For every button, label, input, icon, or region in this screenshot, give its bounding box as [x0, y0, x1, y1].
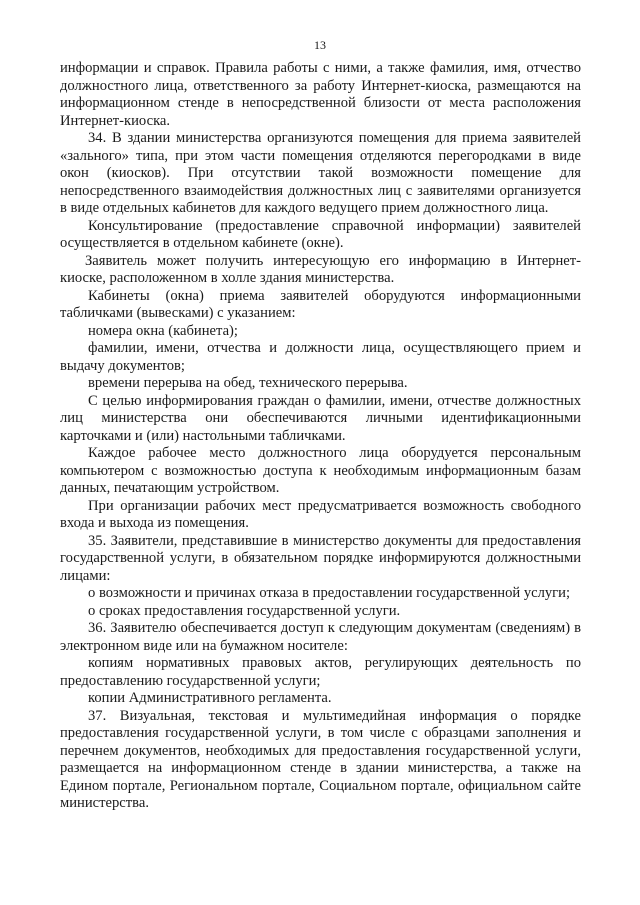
list-item-legal-acts: копиям нормативных правовых актов, регулирующих деятельность по предоставлению государственной услуги; — [60, 655, 581, 689]
paragraph-37: 37. Визуальная, текстовая и мультимедийная информация о порядке предоставления государственной услуги, в том числе с образцами заполнения и перечнем документов, необходимых для предоставления государственной услуги, размещается на информационном стенде в здании министерства, а также на Едином портале, Региональном портале, Социальном портале, официальном сайте министерства. — [60, 707, 581, 811]
paragraph-consulting: Консультирование (предоставление справочной информации) заявителей осуществляется в отдельном кабинете (окне). — [60, 217, 581, 251]
list-item-official-name: фамилии, имени, отчества и должности лица, осуществляющего прием и выдачу документов; — [60, 340, 581, 374]
paragraph-continuation: информации и справок. Правила работы с ними, а также фамилия, имя, отчество должностного лица, ответственного за работу Интернет-киоска, размещаются на информационном стенде в непосредственной близости от места расположения Интернет-киоска. — [60, 60, 581, 129]
paragraph-identification-cards: С целью информирования граждан о фамилии, имени, отчестве должностных лиц министерства они обеспечиваются личными идентификационными карточками и (или) настольными табличками. — [60, 392, 581, 444]
paragraph-cabinet-signs: Кабинеты (окна) приема заявителей оборудуются информационными табличками (вывесками) с указанием: — [60, 287, 581, 321]
paragraph-workplace-computer: Каждое рабочее место должностного лица оборудуется персональным компьютером с возможностью доступа к необходимым информационным базам данных, печатающим устройством. — [60, 445, 581, 496]
paragraph-34: 34. В здании министерства организуются помещения для приема заявителей «зального» типа, при этом части помещения отделяются перегородками в виде окон (киосков). При отсутствии такой возможности помещение для непосредственного взаимодействия должностных лиц с заявителями организуется в виде отдельных кабинетов для каждого ведущего прием должностного лица. — [60, 130, 581, 216]
list-item-service-terms: о сроках предоставления государственной услуги. — [88, 602, 401, 619]
paragraph-35: 35. Заявители, представившие в министерство документы для предоставления государственной услуги, в обязательном порядке информируются должностными лицами: — [60, 532, 581, 584]
list-item-break-time: времени перерыва на обед, технического перерыва. — [88, 375, 408, 391]
list-item-refusal-reasons: о возможности и причинах отказа в предоставлении государственной услуги; — [88, 585, 571, 601]
paragraph-free-access: При организации рабочих мест предусматривается возможность свободного входа и выхода из помещения. — [60, 497, 581, 531]
paragraph-internet-kiosk: Заявитель может получить интересующую его информацию в Интернет-киоске, расположенном в холле здания министерства. — [60, 252, 581, 286]
paragraph-36: 36. Заявителю обеспечивается доступ к следующим документам (сведениям) в электронном виде или на бумажном носителе: — [60, 620, 581, 654]
document-body — [60, 60, 581, 813]
page-number: 13 — [314, 38, 326, 52]
list-item-window-number: номера окна (кабинета); — [88, 322, 238, 339]
list-item-admin-regulation: копии Административного регламента. — [88, 690, 332, 706]
